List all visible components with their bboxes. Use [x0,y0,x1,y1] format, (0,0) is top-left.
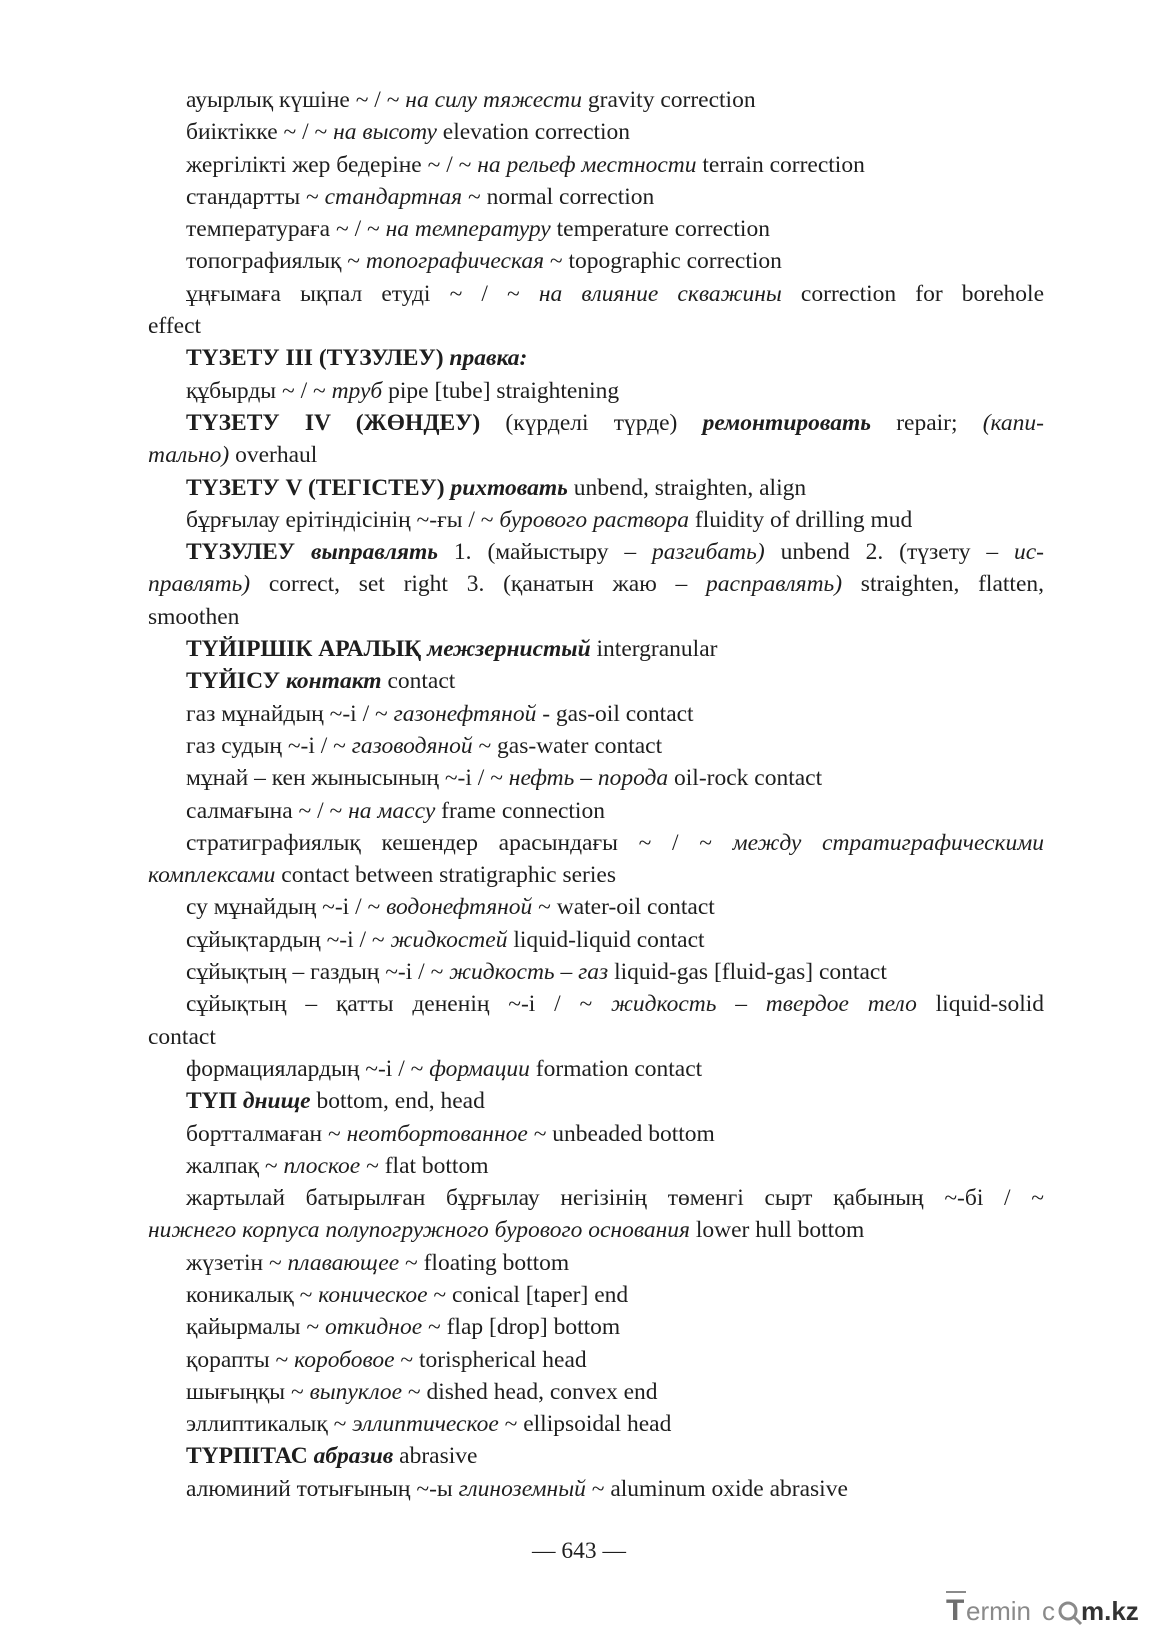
entry-text: формациялардың ~-і / ~ [186,1055,430,1082]
entry-text: ~ flat bottom [360,1152,489,1179]
russian-term: эллиптическое [352,1411,499,1438]
headword: ТҮЗЕТУ V (ТЕГІСТЕУ) [186,474,451,501]
entry-text: fluidity of drilling mud [689,506,913,533]
headword-translation: абразив [313,1443,394,1470]
russian-term: на массу [348,797,436,824]
entry-line [148,1473,1044,1505]
entry-line [148,1247,1044,1279]
entry-text: pipe [tube] straightening [382,377,620,404]
headword: ТҮЙІСУ [186,668,286,695]
entry-line [148,568,1044,600]
entry-text: 1. (майыстыру – [438,539,653,566]
entry-line [148,795,1044,827]
entry-line [148,407,1044,439]
russian-term: разгибать) [652,539,765,566]
russian-term: жидкость – газ [449,959,609,986]
headword: ТҮЗЕТУ IV (ЖӨНДЕУ) [186,409,481,436]
entry-text: lower hull bottom [689,1217,865,1244]
headword: ТҮРПІТАС [186,1443,314,1470]
entry-line [148,1344,1044,1376]
entry-text: қайырмалы ~ [186,1314,325,1341]
entry-text: ~ aluminum oxide abrasive [585,1475,848,1502]
entry-line [148,439,1044,471]
entry-text: ~ conical [taper] end [427,1281,629,1308]
entry-text: сұйықтың – газдың ~-і / ~ [186,959,450,986]
entry-text: (күрделі түрде) [480,409,703,436]
entry-line [148,633,1044,665]
entry-text: сұйықтардың ~-і / ~ [186,926,391,953]
entry-line [148,278,1044,310]
russian-term: газоводяной [351,732,473,759]
russian-term: жидкость – твердое тело [610,991,917,1018]
entry-text: ауырлық күшіне ~ / ~ [186,87,406,113]
entry-text: bottom, end, head [310,1088,485,1115]
entry-line [148,213,1044,245]
entry-text: биіктікке ~ / ~ [186,119,334,146]
entry-text: contact between stratigraphic series [275,862,616,889]
entry-text: liquid-gas [fluid-gas] contact [608,959,887,986]
watermark-logo-icon [940,1590,1140,1630]
entry-line [148,1408,1044,1440]
russian-term: на влияние скважины [538,280,782,307]
russian-term: на высоту [333,119,437,146]
entry-text: intergranular [590,636,718,663]
entry-text: liquid-liquid contact [507,926,705,953]
entry-text: temperature correction [550,216,770,243]
entry-text: жалпақ ~ [186,1152,284,1179]
entry-line [148,1118,1044,1150]
headword: ТҮЗУЛЕУ [186,539,311,566]
svg-text:c: c [1042,1596,1055,1626]
entry-text: ~ topographic correction [544,248,782,275]
headword: ТҮЗЕТУ III (ТҮЗУЛЕУ) [186,345,450,372]
entry-text: топографиялық ~ [186,248,366,275]
entry-text: liquid-solid [916,991,1045,1018]
russian-term: топографическая [365,248,545,275]
entry-line [148,698,1044,730]
entry-text: сұйықтың – қатты дененің ~-і / ~ [186,991,611,1018]
entry-text: straighten, flatten, [842,571,1045,598]
entry-text: overhaul [229,442,318,469]
russian-term: коробовое [294,1346,395,1373]
entry-text: бұрғылау ерітіндісінің ~-ғы / ~ [186,506,500,533]
entry-line [148,956,1044,988]
headword-translation: контакт [285,668,382,695]
entry-text: газ судың ~-і / ~ [186,732,352,759]
entry-text: жартылай батырылған бұрғылау негізінің төменгі сырт қабының ~-бі / ~ [186,1185,1044,1212]
entry-text: correct, set right 3. (қанатын жаю – [250,571,707,598]
entry-text: formation contact [529,1055,703,1082]
entry-line [148,149,1044,181]
entry-text: мұнай – кен жынысының ~-і / ~ [186,765,509,792]
entry-line [148,1311,1044,1343]
russian-term: неотбортованное [346,1120,528,1147]
entry-line [148,1279,1044,1311]
entry-text: abrasive [393,1443,478,1470]
entry-text: ұңғымаға ықпал етуді ~ / ~ [186,280,539,307]
russian-term: коническое [318,1281,428,1308]
entry-text: ~ gas-water contact [472,732,663,759]
entry-line [148,536,1044,568]
russian-term: откидное [324,1314,423,1341]
dictionary-page [148,84,1044,1505]
entry-line [148,1182,1044,1214]
entry-text: elevation correction [436,119,631,146]
entry-text: smoothen [148,603,240,630]
entry-text: алюминий тотығының ~-ы [186,1475,459,1502]
entry-text: ~ flap [drop] bottom [422,1314,621,1341]
russian-term: на рельеф местности [477,151,697,178]
entry-line [148,310,1044,342]
entry-text: қорапты ~ [186,1346,295,1373]
entry-text: terrain correction [696,151,865,178]
entry-text: effect [148,313,202,340]
entry-line [148,1376,1044,1408]
entry-text: unbend, straighten, align [567,474,807,501]
entry-text: unbend 2. (түзету – [764,539,1014,566]
entry-text: ~ unbeaded bottom [527,1120,715,1147]
entry-text: ~ ellipsoidal head [498,1411,672,1438]
entry-line [148,245,1044,277]
russian-term: комплексами [148,862,276,889]
headword-translation: рихтовать [450,474,568,501]
russian-term: плоское [283,1152,361,1179]
entry-text: газ мұнайдың ~-і / ~ [186,700,394,727]
entry-line [148,730,1044,762]
entry-line [148,988,1044,1020]
entry-line [148,1053,1044,1085]
entry-line [148,1021,1044,1053]
entry-text: жергілікті жер бедеріне ~ / ~ [186,151,478,178]
entry-text: су мұнайдың ~-і / ~ [186,894,387,921]
entry-line [148,762,1044,794]
entry-line [148,924,1044,956]
entry-text: contact [381,668,456,695]
svg-text:ermin: ermin [966,1596,1032,1626]
entry-text: - gas-oil contact [536,700,694,727]
entry-line [148,342,1044,374]
russian-term: водонефтяной [386,894,533,921]
entry-line [148,472,1044,504]
entry-text: contact [148,1023,216,1050]
russian-term: труб [331,377,383,404]
russian-term: правлять) [148,571,251,598]
russian-term: плавающее [287,1249,400,1276]
headword-translation: межзернистый [427,636,591,663]
russian-term: на температуру [385,216,551,243]
svg-text:T: T [946,1594,965,1627]
russian-term: нефть – порода [508,765,669,792]
russian-term: глиноземный [458,1475,586,1502]
entry-line [148,891,1044,923]
headword-translation: выправлять [310,539,439,566]
russian-term: нижнего корпуса полупогружного бурового основания [148,1217,690,1244]
entry-text: ~ torispherical head [394,1346,587,1373]
entry-line [148,859,1044,891]
entry-text: gravity correction [582,87,756,113]
entry-text: oil-rock contact [668,765,823,792]
russian-term: расправлять) [706,571,843,598]
entry-line [148,116,1044,148]
entry-text: шығыңқы ~ [186,1378,310,1405]
entry-line [148,665,1044,697]
entry-text: ~ water-oil contact [532,894,715,921]
russian-term: выпуклое [309,1378,403,1405]
entry-text: стратиграфиялық кешендер арасындағы ~ / ~ [186,829,733,856]
russian-term: на силу тяжести [405,87,582,113]
entry-line [148,84,1044,116]
entry-line [148,375,1044,407]
entry-text: ~ normal correction [462,183,655,210]
entry-text: жүзетін ~ [186,1249,288,1276]
entry-text: correction for borehole [781,280,1045,307]
entry-text: ~ floating bottom [399,1249,570,1276]
russian-term: ис- [1014,539,1045,566]
russian-term: бурового раствора [499,506,690,533]
russian-term: (капи- [982,409,1045,436]
headword: ТҮЙІРШІК АРАЛЫҚ [186,636,428,663]
entry-text: температураға ~ / ~ [186,216,386,243]
headword-translation: ремонтировать [702,409,872,436]
entry-text: салмағына ~ / ~ [186,797,349,824]
entry-line [148,1214,1044,1246]
entry-text: repair; [871,409,983,436]
russian-term: между стратиграфическими [732,829,1045,856]
entry-line [148,1085,1044,1117]
headword-translation: днище [242,1088,311,1115]
entry-text: стандартты ~ [186,183,325,210]
entry-text: frame connection [435,797,605,824]
entry-line [148,1440,1044,1472]
russian-term: газонефтяной [393,700,537,727]
svg-text:m.kz: m.kz [1081,1596,1139,1626]
entry-line [148,504,1044,536]
russian-term: жидкостей [390,926,508,953]
page-number: — 643 — [532,1538,626,1564]
watermark-logo [940,1590,1140,1630]
headword: ТҮП [186,1088,243,1115]
entry-text: ~ dished head, convex end [402,1378,658,1405]
entry-text: құбырды ~ / ~ [186,377,332,404]
entry-line [148,827,1044,859]
entry-line [148,601,1044,633]
russian-term: стандартная [324,183,463,210]
russian-term: тально) [148,442,230,469]
entry-line [148,1150,1044,1182]
russian-term: формации [429,1055,530,1082]
entry-text: бортталмаған ~ [186,1120,347,1147]
entry-text: эллиптикалық ~ [186,1411,353,1438]
entry-line [148,181,1044,213]
headword-translation: правка: [449,345,528,372]
entry-text: коникалық ~ [186,1281,319,1308]
